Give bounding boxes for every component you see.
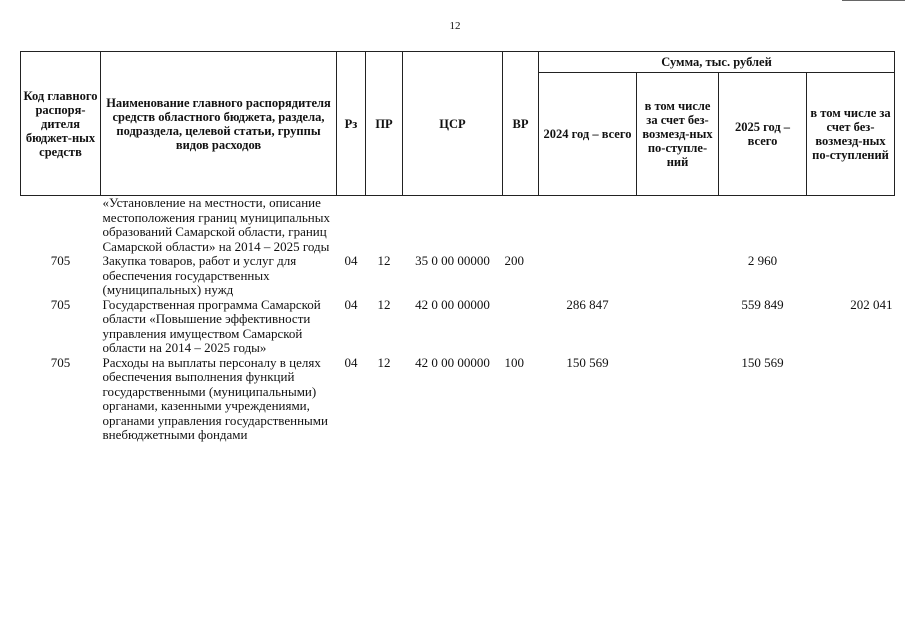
continuation-name: «Установление на местности, описание местоположения границ муниципальных образований Самарской области, границ Самарской области» на 2014 – 2025 годы [102, 195, 330, 254]
cell-vr [503, 298, 539, 356]
cell-2025-total: 2 960 [747, 253, 778, 268]
page-number: 12 [449, 20, 461, 32]
header-pr: ПР [366, 52, 403, 196]
cell-csr: 42 0 00 00000 [415, 296, 490, 312]
header-rz: Рз [337, 52, 366, 196]
cell-2024-total: 150 569 [566, 354, 609, 370]
header-2025-total: 2025 год – всего [719, 73, 807, 196]
cell-2024-total [539, 254, 637, 298]
header-sum-group: Сумма, тыс. рублей [539, 52, 895, 73]
table-row-continuation [21, 196, 895, 255]
cell-rz: 04 [344, 296, 358, 312]
cell-name: Расходы на выплаты персоналу в целях обеспечения выполнения функций государственными (муниципальными) органами, казенными учреждениями, органами управления государственными внебюджетными фондами [102, 354, 328, 442]
cell-2025-free [807, 254, 895, 298]
cell-2025-total: 150 569 [741, 354, 784, 370]
table-row [21, 254, 895, 298]
header-2024-free: в том числе за счет без-возмезд-ных по-ступле-ний [637, 73, 719, 196]
cell-csr: 42 0 00 00000 [415, 354, 490, 370]
cell-csr: 35 0 00 00000 [415, 253, 490, 268]
header-name: Наименование главного распорядителя средств областного бюджета, раздела, подраздела, целевой статьи, группы видов расходов [101, 52, 337, 196]
cell-code: 705 [50, 296, 71, 312]
cell-pr: 12 [377, 253, 391, 268]
cell-rz: 04 [344, 253, 358, 268]
cell-2024-free [637, 298, 719, 356]
cell-vr: 100 [504, 354, 524, 370]
cell-2024-total: 286 847 [566, 296, 609, 312]
top-edge-line [842, 0, 905, 1]
cell-name: Закупка товаров, работ и услуг для обеспечения государственных (муниципальных) нужд [102, 253, 297, 297]
cell-name: Государственная программа Самарской области «Повышение эффективности управления имуществом Самарской области на 2014 – 2025 годы» [102, 296, 321, 355]
header-2025-free: в том числе за счет без-возмезд-ных по-ступлений [807, 73, 895, 196]
cell-2025-free: 202 041 [850, 296, 893, 312]
cell-rz: 04 [344, 354, 358, 370]
cell-2025-free [807, 356, 895, 443]
cell-2025-total: 559 849 [741, 296, 784, 312]
table-row [21, 356, 895, 443]
cell-code: 705 [50, 354, 71, 370]
cell-pr: 12 [377, 354, 391, 370]
table-header [21, 52, 895, 196]
budget-table [20, 51, 895, 443]
table-row [21, 298, 895, 356]
cell-vr: 200 [504, 253, 524, 268]
header-code: Код главного распоря-дителя бюджет-ных средств [21, 52, 101, 196]
cell-2024-free [637, 254, 719, 298]
header-csr: ЦСР [403, 52, 503, 196]
table-body [21, 196, 895, 443]
cell-2024-free [637, 356, 719, 443]
header-vr: ВР [503, 52, 539, 196]
cell-pr: 12 [377, 296, 391, 312]
cell-code: 705 [50, 253, 71, 268]
header-2024-total: 2024 год – всего [539, 73, 637, 196]
